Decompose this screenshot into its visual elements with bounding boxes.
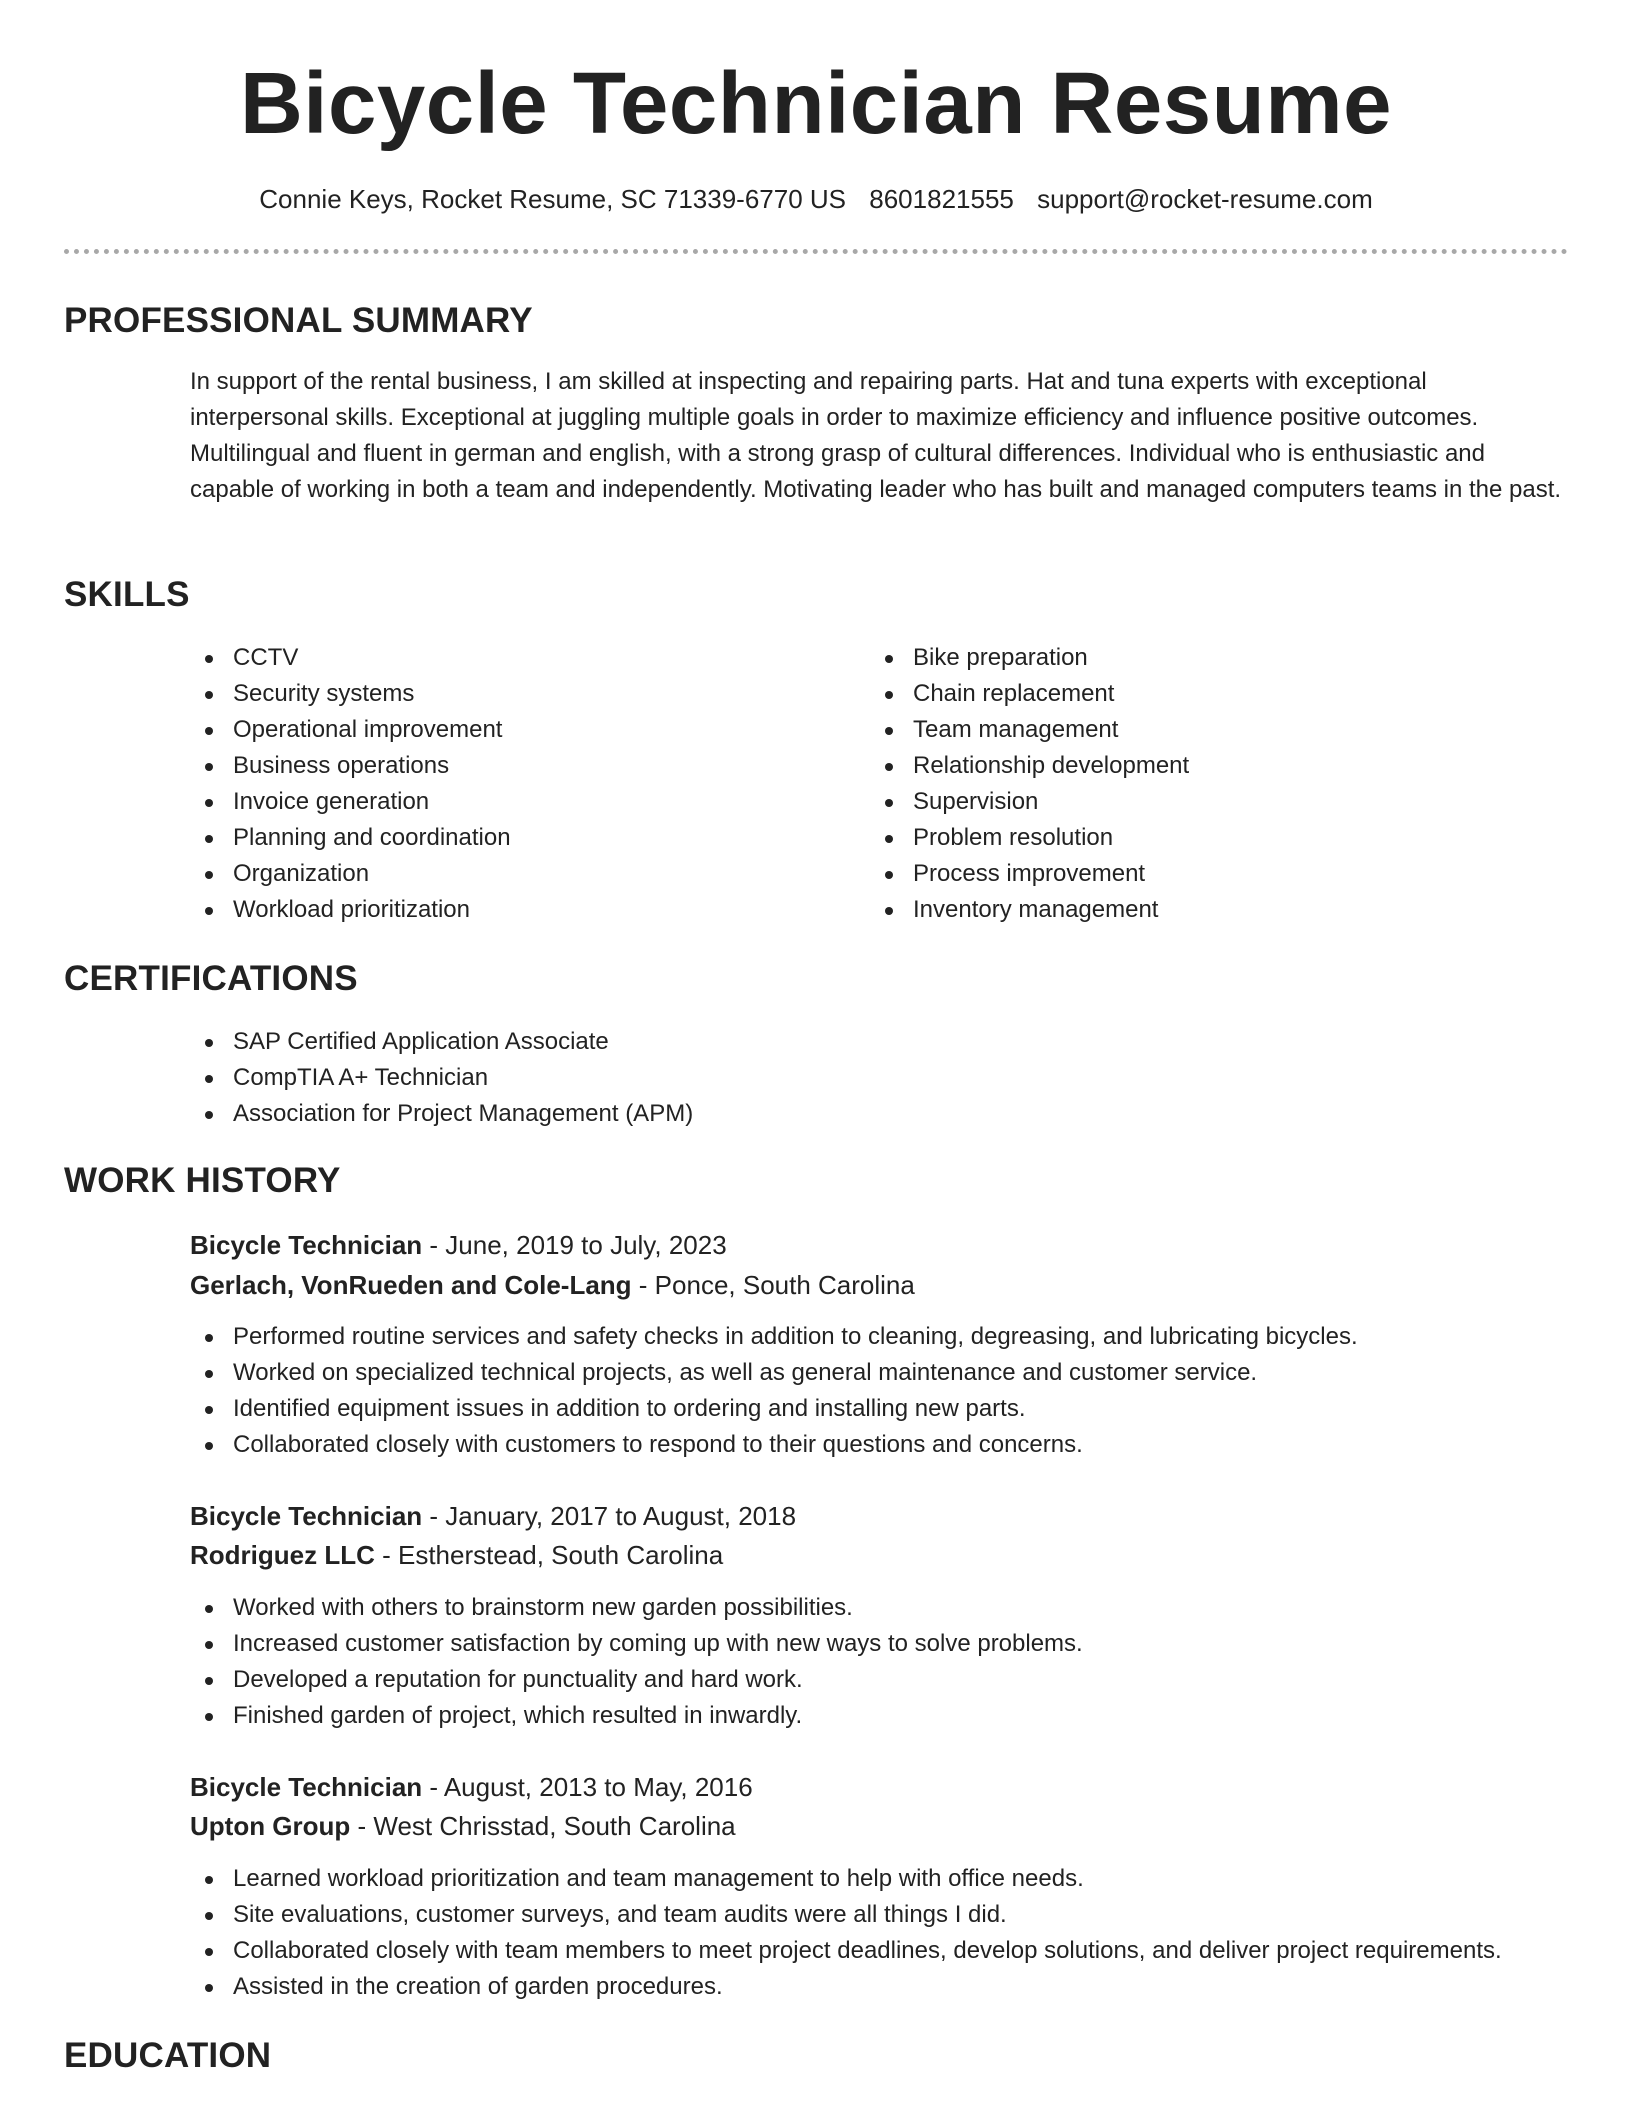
resume-title: Bicycle Technician Resume xyxy=(239,55,1393,152)
skill-item: Supervision xyxy=(870,784,1189,820)
job-dates: - August, 2013 to May, 2016 xyxy=(422,1772,753,1802)
skills-heading: SKILLS xyxy=(64,575,190,614)
job-company-line xyxy=(190,1808,736,1844)
contact-address: Connie Keys, Rocket Resume, SC 71339-6770 US xyxy=(259,184,847,214)
skill-item: Process improvement xyxy=(870,856,1189,892)
job-title: Bicycle Technician xyxy=(190,1501,423,1531)
job-bullets xyxy=(190,1590,1083,1734)
job-bullet: Developed a reputation for punctuality and hard work. xyxy=(190,1662,1083,1698)
skill-item: Workload prioritization xyxy=(190,892,511,928)
job-title: Bicycle Technician xyxy=(190,1230,423,1260)
job-bullet: Identified equipment issues in addition to ordering and installing new parts. xyxy=(190,1391,1358,1427)
certification-item: SAP Certified Application Associate xyxy=(190,1024,693,1060)
skill-item: Planning and coordination xyxy=(190,820,511,856)
skill-item: Inventory management xyxy=(870,892,1189,928)
job-bullet: Worked with others to brainstorm new garden possibilities. xyxy=(190,1590,1083,1626)
skills-list-left xyxy=(190,640,511,928)
job-company-line xyxy=(190,1267,915,1303)
job-bullet: Learned workload prioritization and team management to help with office needs. xyxy=(190,1861,1502,1897)
skill-item: CCTV xyxy=(190,640,511,676)
certification-item: Association for Project Management (APM) xyxy=(190,1096,693,1132)
job-bullets xyxy=(190,1861,1502,2005)
skill-item: Invoice generation xyxy=(190,784,511,820)
work-history-heading: WORK HISTORY xyxy=(64,1161,341,1200)
job-bullet: Finished garden of project, which resulted in inwardly. xyxy=(190,1698,1083,1734)
job-bullet: Worked on specialized technical projects, as well as general maintenance and customer service. xyxy=(190,1355,1358,1391)
job-location: - Ponce, South Carolina xyxy=(631,1270,915,1300)
job-location: - West Chrisstad, South Carolina xyxy=(350,1811,736,1841)
job-bullets xyxy=(190,1319,1358,1463)
job-title-line xyxy=(190,1227,727,1263)
skill-item: Relationship development xyxy=(870,748,1189,784)
skill-item: Bike preparation xyxy=(870,640,1189,676)
job-dates: - January, 2017 to August, 2018 xyxy=(422,1501,797,1531)
header-divider xyxy=(64,249,1568,254)
job-company: Upton Group xyxy=(190,1811,351,1841)
skill-item: Security systems xyxy=(190,676,511,712)
summary-heading: PROFESSIONAL SUMMARY xyxy=(64,301,533,340)
job-location: - Estherstead, South Carolina xyxy=(374,1540,724,1570)
job-title-line xyxy=(190,1498,796,1534)
certifications-list xyxy=(190,1024,693,1132)
job-bullet: Site evaluations, customer surveys, and team audits were all things I did. xyxy=(190,1897,1502,1933)
job-title-line xyxy=(190,1769,753,1805)
job-company: Gerlach, VonRueden and Cole-Lang xyxy=(190,1270,632,1300)
job-bullet: Increased customer satisfaction by coming up with new ways to solve problems. xyxy=(190,1626,1083,1662)
job-bullet: Performed routine services and safety checks in addition to cleaning, degreasing, and lubricating bicycles. xyxy=(190,1319,1358,1355)
job-bullet: Collaborated closely with team members to meet project deadlines, develop solutions, and deliver project requirements. xyxy=(190,1933,1502,1969)
summary-text: In support of the rental business, I am skilled at inspecting and repairing parts. Hat and tuna experts with exceptional interpersonal skills. Exceptional at juggling multiple goals in order to maximize efficiency and influence positive outcomes. Multilingual and fluent in german and english, with a strong grasp of cultural differences. Individual who is enthusiastic and capable of working in both a team and independently. Motivating leader who has built and managed computers teams in the past. xyxy=(190,368,1562,503)
skill-item: Business operations xyxy=(190,748,511,784)
skill-item: Problem resolution xyxy=(870,820,1189,856)
job-company-line xyxy=(190,1537,723,1573)
skill-item: Operational improvement xyxy=(190,712,511,748)
job-bullet: Assisted in the creation of garden procedures. xyxy=(190,1969,1502,2005)
skills-list-right xyxy=(870,640,1189,928)
job-bullet: Collaborated closely with customers to respond to their questions and concerns. xyxy=(190,1427,1358,1463)
contact-email[interactable]: support@rocket-resume.com xyxy=(1037,184,1373,214)
education-heading: EDUCATION xyxy=(64,2036,272,2075)
skill-item: Organization xyxy=(190,856,511,892)
skill-item: Chain replacement xyxy=(870,676,1189,712)
certifications-heading: CERTIFICATIONS xyxy=(64,959,358,998)
job-company: Rodriguez LLC xyxy=(190,1540,375,1570)
skill-item: Team management xyxy=(870,712,1189,748)
contact-line xyxy=(0,181,1632,217)
job-title: Bicycle Technician xyxy=(190,1772,423,1802)
job-dates: - June, 2019 to July, 2023 xyxy=(422,1230,727,1260)
certification-item: CompTIA A+ Technician xyxy=(190,1060,693,1096)
contact-phone: 8601821555 xyxy=(869,184,1014,214)
